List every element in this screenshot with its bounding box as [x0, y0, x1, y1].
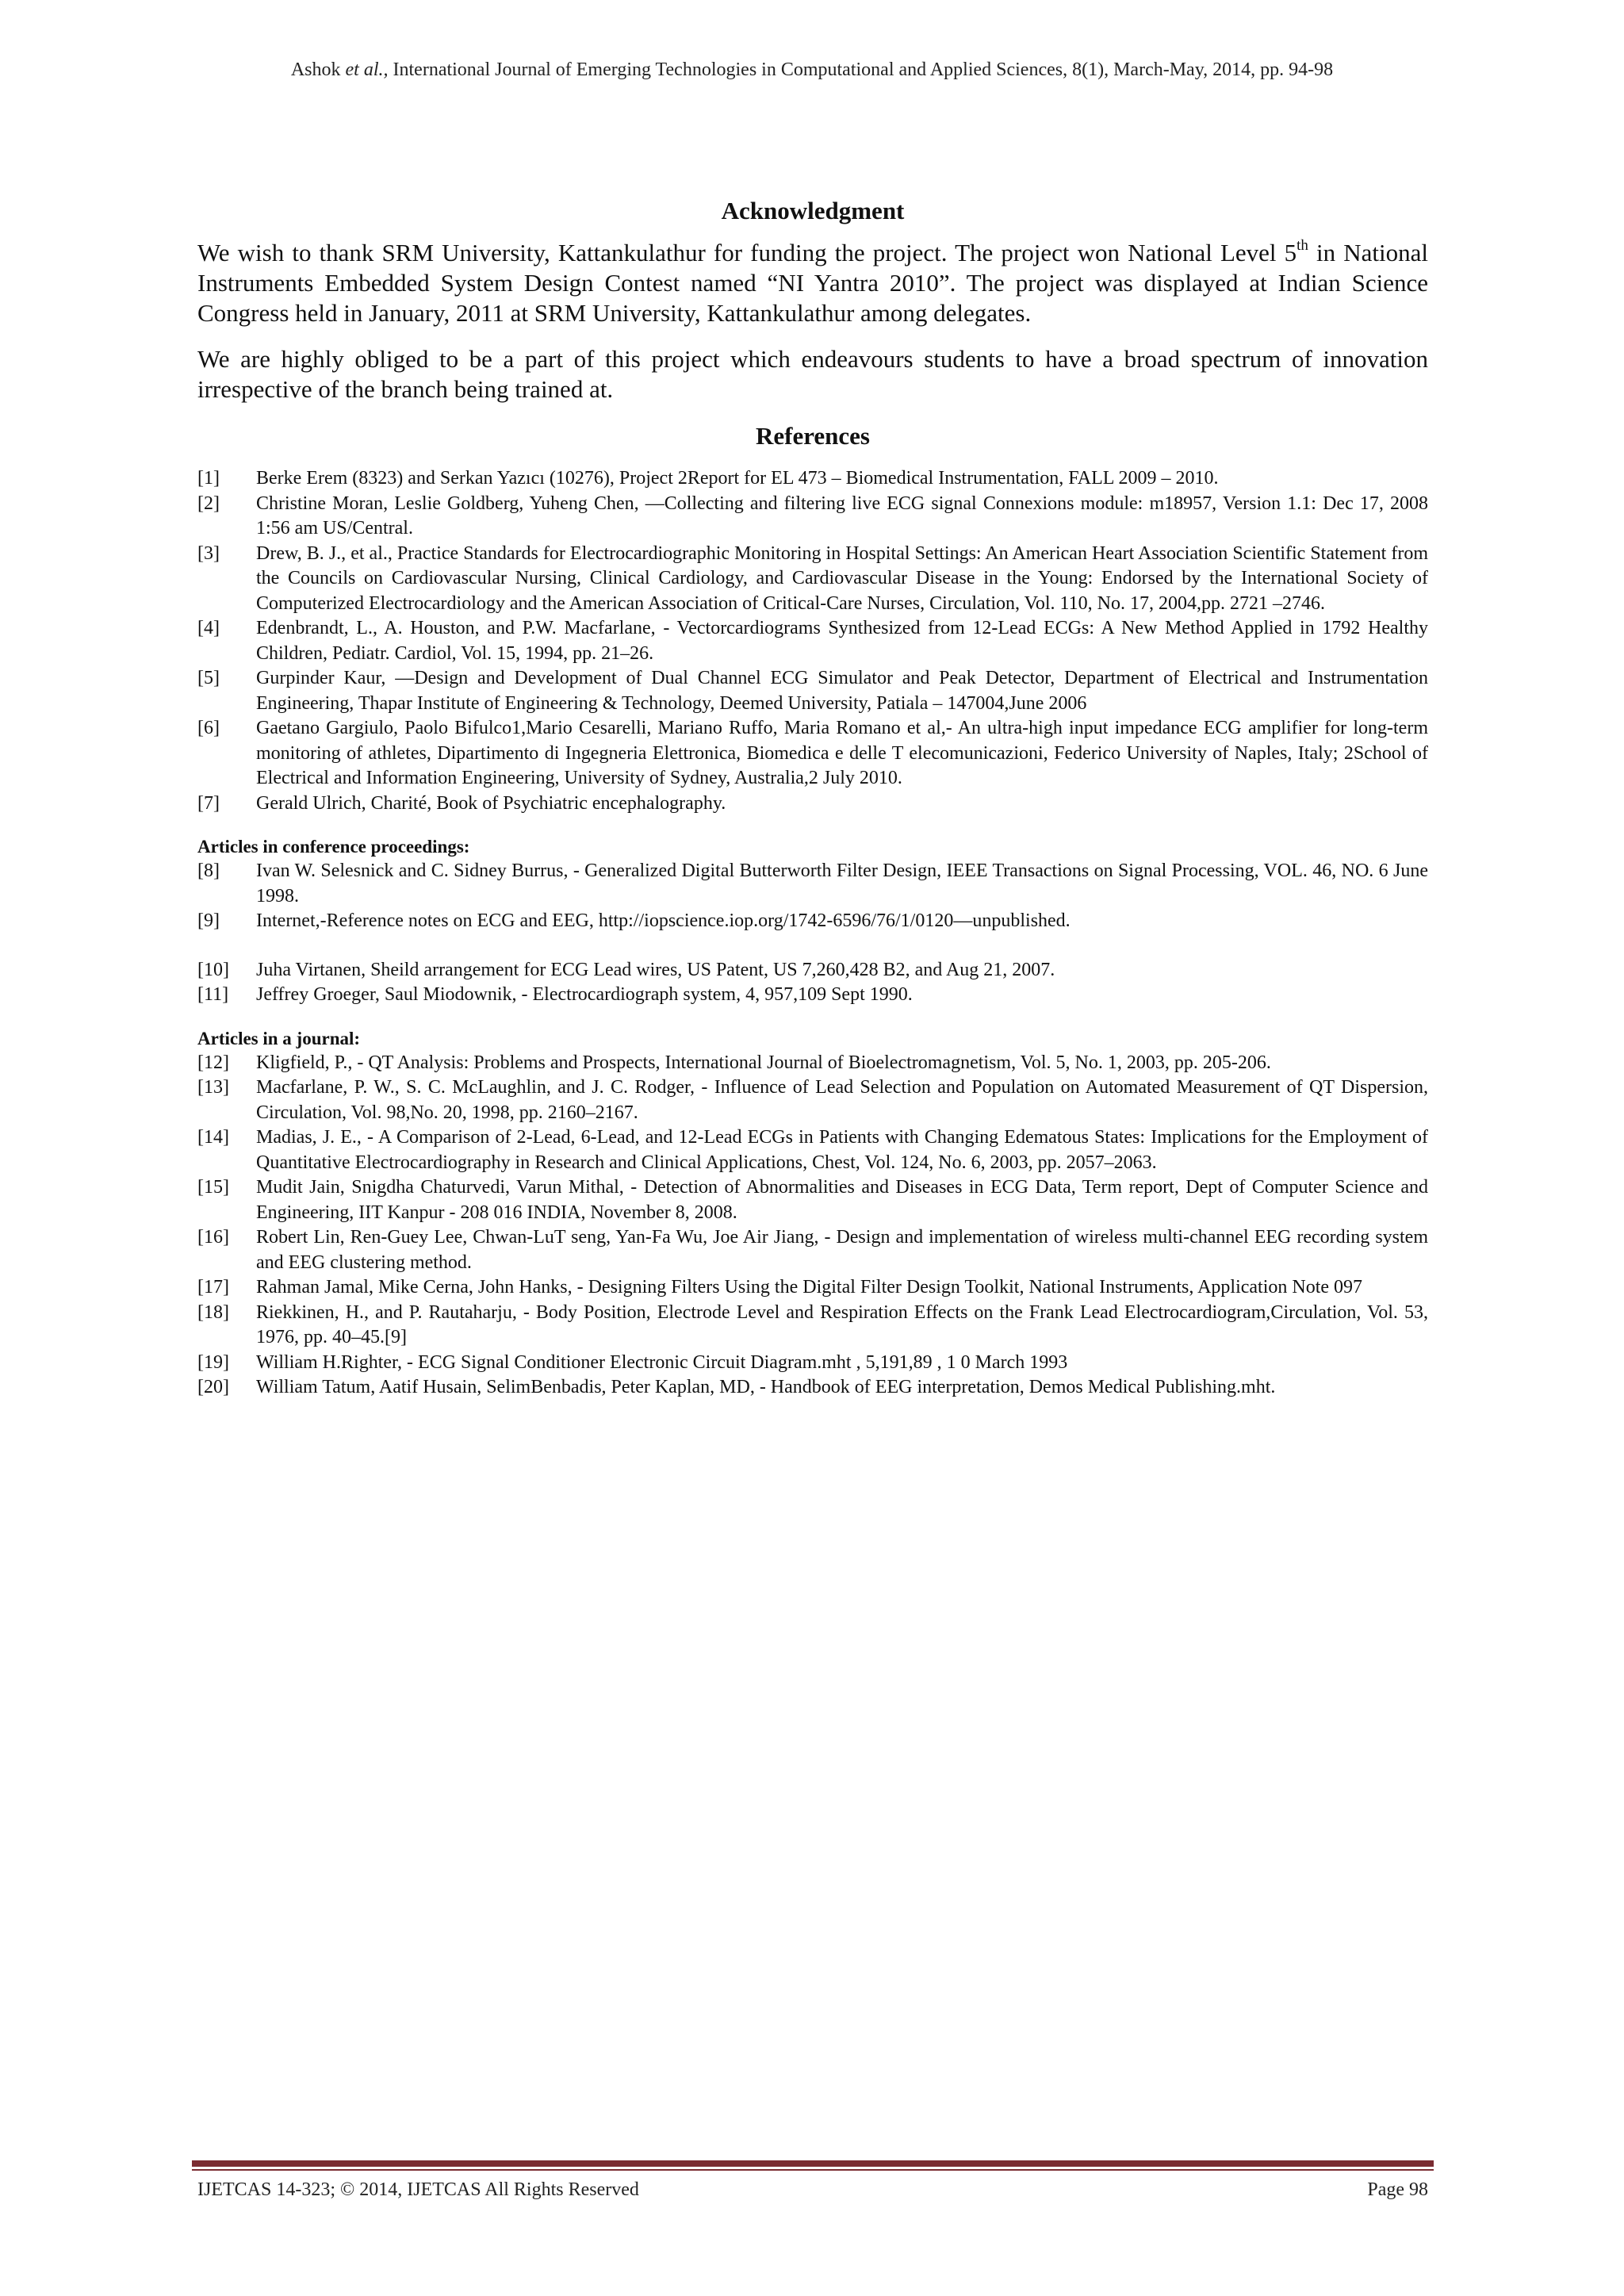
reference-item	[197, 1075, 1428, 1125]
reference-number: [10]	[197, 959, 229, 980]
reference-item	[197, 492, 1428, 542]
acknowledgment-paragraph	[197, 238, 1428, 328]
reference-text: Drew, B. J., et al., Practice Standards for Electrocardiographic Monitoring in Hospital Settings: An American Heart Association Scientific Statement from the Councils on Cardiovascular Nursing, Clinical Cardiology, and Cardiovascular Disease in the Young: Endorsed by the International Society of Computerized Electrocardiology and the American Association of Critical-Care Nurses, Circulation, Vol. 110, No. 17, 2004,pp. 2721 –2746.	[256, 542, 1428, 614]
reference-text: Gaetano Gargiulo, Paolo Bifulco1,Mario Cesarelli, Mariano Ruffo, Maria Romano et al,- An ultra-high input impedance ECG amplifier for long-term monitoring of athletes, Dipartimento di Ingegneria Elettronica, Biomedica e delle T elecomunicazioni, Federico University of Naples, Italy; 2School of Electrical and Information Engineering, University of Sydney, Australia,2 July 2010.	[256, 718, 1428, 788]
reference-number: [7]	[197, 792, 220, 814]
running-header	[0, 57, 1624, 82]
reference-item	[197, 1275, 1428, 1301]
reference-group	[197, 1051, 1428, 1401]
footer-page-number: Page 98	[1367, 2179, 1428, 2200]
reference-number: [8]	[197, 861, 220, 881]
reference-number: [16]	[197, 1227, 229, 1248]
reference-number: [1]	[197, 468, 220, 489]
footer-rule	[192, 2160, 1434, 2171]
reference-item	[197, 666, 1428, 716]
reference-item	[197, 792, 1428, 817]
header-author: Ashok	[290, 59, 341, 80]
reference-text: Mudit Jain, Snigdha Chaturvedi, Varun Mithal, - Detection of Abnormalities and Diseases in ECG Data, Term report, Dept of Computer Science and Engineering, IIT Kanpur - 208 016 INDIA, November 8, 2008.	[256, 1177, 1428, 1223]
reference-text: Robert Lin, Ren-Guey Lee, Chwan-LuT seng, Yan-Fa Wu, Joe Air Jiang, - Design and implementation of wireless multi-channel EEG recording system and EEG clustering method.	[256, 1227, 1428, 1273]
reference-item	[197, 1125, 1428, 1175]
paragraph-superscript: th	[1297, 237, 1308, 254]
acknowledgment-body	[197, 238, 1428, 404]
reference-group	[197, 859, 1428, 934]
acknowledgment-paragraph	[197, 344, 1428, 404]
reference-number: [17]	[197, 1277, 229, 1297]
acknowledgment-title: Acknowledgment	[721, 197, 905, 224]
reference-number: [19]	[197, 1351, 229, 1373]
header-et-al: et al.,	[345, 59, 389, 80]
reference-group-heading: Articles in a journal:	[197, 1028, 361, 1048]
reference-group	[197, 466, 1428, 816]
reference-text: William Tatum, Aatif Husain, SelimBenbadis, Peter Kaplan, MD, - Handbook of EEG interpretation, Demos Medical Publishing.mht.	[256, 1377, 1276, 1397]
header-journal: International Journal of Emerging Technologies in Computational and Applied Sciences, 8(1), March-May, 2014, pp. 94-98	[393, 59, 1334, 80]
reference-item	[197, 542, 1428, 617]
reference-item	[197, 1225, 1428, 1275]
reference-group-gap	[197, 934, 1428, 958]
reference-text: Internet,-Reference notes on ECG and EEG, http://iopscience.iop.org/1742-6596/76/1/0120―unpublished.	[256, 910, 1071, 931]
reference-text: Rahman Jamal, Mike Cerna, John Hanks, - Designing Filters Using the Digital Filter Design Toolkit, National Instruments, Application Note 097	[256, 1277, 1363, 1297]
reference-text: Ivan W. Selesnick and C. Sidney Burrus, - Generalized Digital Butterworth Filter Design, IEEE Transactions on Signal Processing, VOL. 46, NO. 6 June 1998.	[256, 861, 1428, 907]
reference-number: [9]	[197, 910, 220, 931]
reference-number: [4]	[197, 618, 220, 638]
reference-item	[197, 1375, 1428, 1401]
footer-copyright: IJETCAS 14-323; © 2014, IJETCAS All Rights Reserved	[197, 2179, 639, 2200]
paragraph-text-continued: in National Instruments Embedded System Design Contest named “NI Yantra 2010”. The project was displayed at Indian Science Congress held in January, 2011 at SRM University, Kattankulathur among delegates.	[197, 239, 1428, 327]
reference-text: Gerald Ulrich, Charité, Book of Psychiatric encephalography.	[256, 792, 726, 814]
reference-group-heading: Articles in conference proceedings:	[197, 837, 470, 857]
reference-group	[197, 958, 1428, 1008]
page-content	[197, 195, 1428, 1401]
reference-number: [11]	[197, 984, 229, 1005]
reference-item	[197, 983, 1428, 1008]
reference-number: [20]	[197, 1377, 229, 1397]
reference-number: [6]	[197, 718, 220, 738]
reference-text: Juha Virtanen, Sheild arrangement for ECG Lead wires, US Patent, US 7,260,428 B2, and Aug 21, 2007.	[256, 959, 1055, 980]
reference-item	[197, 1351, 1428, 1376]
reference-number: [5]	[197, 668, 220, 688]
reference-item	[197, 716, 1428, 792]
reference-text: William H.Righter, - ECG Signal Conditioner Electronic Circuit Diagram.mht , 5,191,89 , 1 0 March 1993	[256, 1351, 1068, 1373]
reference-text: Gurpinder Kaur, ―Design and Development of Dual Channel ECG Simulator and Peak Detector, Department of Electrical and Instrumentation Engineering, Thapar Institute of Engineering & Technology, Deemed University, Patiala – 147004,June 2006	[256, 668, 1428, 714]
paragraph-text: We wish to thank SRM University, Kattankulathur for funding the project. The project won National Level 5	[197, 239, 1297, 266]
paragraph-text: We are highly obliged to be a part of this project which endeavours students to have a broad spectrum of innovation irrespective of the branch being trained at.	[197, 345, 1428, 403]
reference-number: [2]	[197, 493, 220, 514]
reference-item	[197, 616, 1428, 666]
reference-item	[197, 1301, 1428, 1351]
reference-item	[197, 958, 1428, 983]
footer-rule-thick	[192, 2160, 1434, 2167]
references-list	[197, 466, 1428, 1401]
reference-text: Jeffrey Groeger, Saul Miodownik, - Electrocardiograph system, 4, 957,109 Sept 1990.	[256, 984, 913, 1005]
reference-number: [18]	[197, 1301, 229, 1323]
reference-text: Edenbrandt, L., A. Houston, and P.W. Macfarlane, - Vectorcardiograms Synthesized from 12-Lead ECGs: A New Method Applied in 1792 Healthy Children, Pediatr. Cardiol, Vol. 15, 1994, pp. 21–26.	[256, 618, 1428, 664]
reference-number: [13]	[197, 1077, 229, 1098]
references-title: References	[755, 422, 870, 450]
reference-text: Riekkinen, H., and P. Rautaharju, - Body Position, Electrode Level and Respiration Effects on the Frank Lead Electrocardiogram,Circulation, Vol. 53, 1976, pp. 40–45.[9]	[256, 1301, 1428, 1347]
reference-text: Macfarlane, P. W., S. C. McLaughlin, and J. C. Rodger, - Influence of Lead Selection and Population on Automated Measurement of QT Dispersion, Circulation, Vol. 98,No. 20, 1998, pp. 2160–2167.	[256, 1077, 1428, 1123]
footer-rule-thin	[192, 2169, 1434, 2171]
reference-number: [14]	[197, 1127, 229, 1148]
reference-text: Christine Moran, Leslie Goldberg, Yuheng Chen, ―Collecting and filtering live ECG signal Connexions module: m18957, Version 1.1: Dec 17, 2008 1:56 am US/Central.	[256, 493, 1428, 539]
reference-item	[197, 859, 1428, 909]
reference-text: Berke Erem (8323) and Serkan Yazıcı (10276), Project 2Report for EL 473 – Biomedical Instrumentation, FALL 2009 – 2010.	[256, 468, 1219, 489]
reference-item	[197, 466, 1428, 492]
reference-text: Madias, J. E., - A Comparison of 2-Lead, 6-Lead, and 12-Lead ECGs in Patients with Changing Edematous States: Implications for the Employment of Quantitative Electrocardiography in Research and Clinical Applications, Chest, Vol. 124, No. 6, 2003, pp. 2057–2063.	[256, 1127, 1428, 1173]
reference-item	[197, 909, 1428, 934]
reference-item	[197, 1051, 1428, 1076]
reference-number: [12]	[197, 1052, 229, 1073]
reference-text: Kligfield, P., - QT Analysis: Problems and Prospects, International Journal of Bioelectromagnetism, Vol. 5, No. 1, 2003, pp. 205-206.	[256, 1052, 1271, 1073]
reference-item	[197, 1175, 1428, 1225]
reference-number: [3]	[197, 542, 220, 564]
reference-number: [15]	[197, 1177, 229, 1198]
